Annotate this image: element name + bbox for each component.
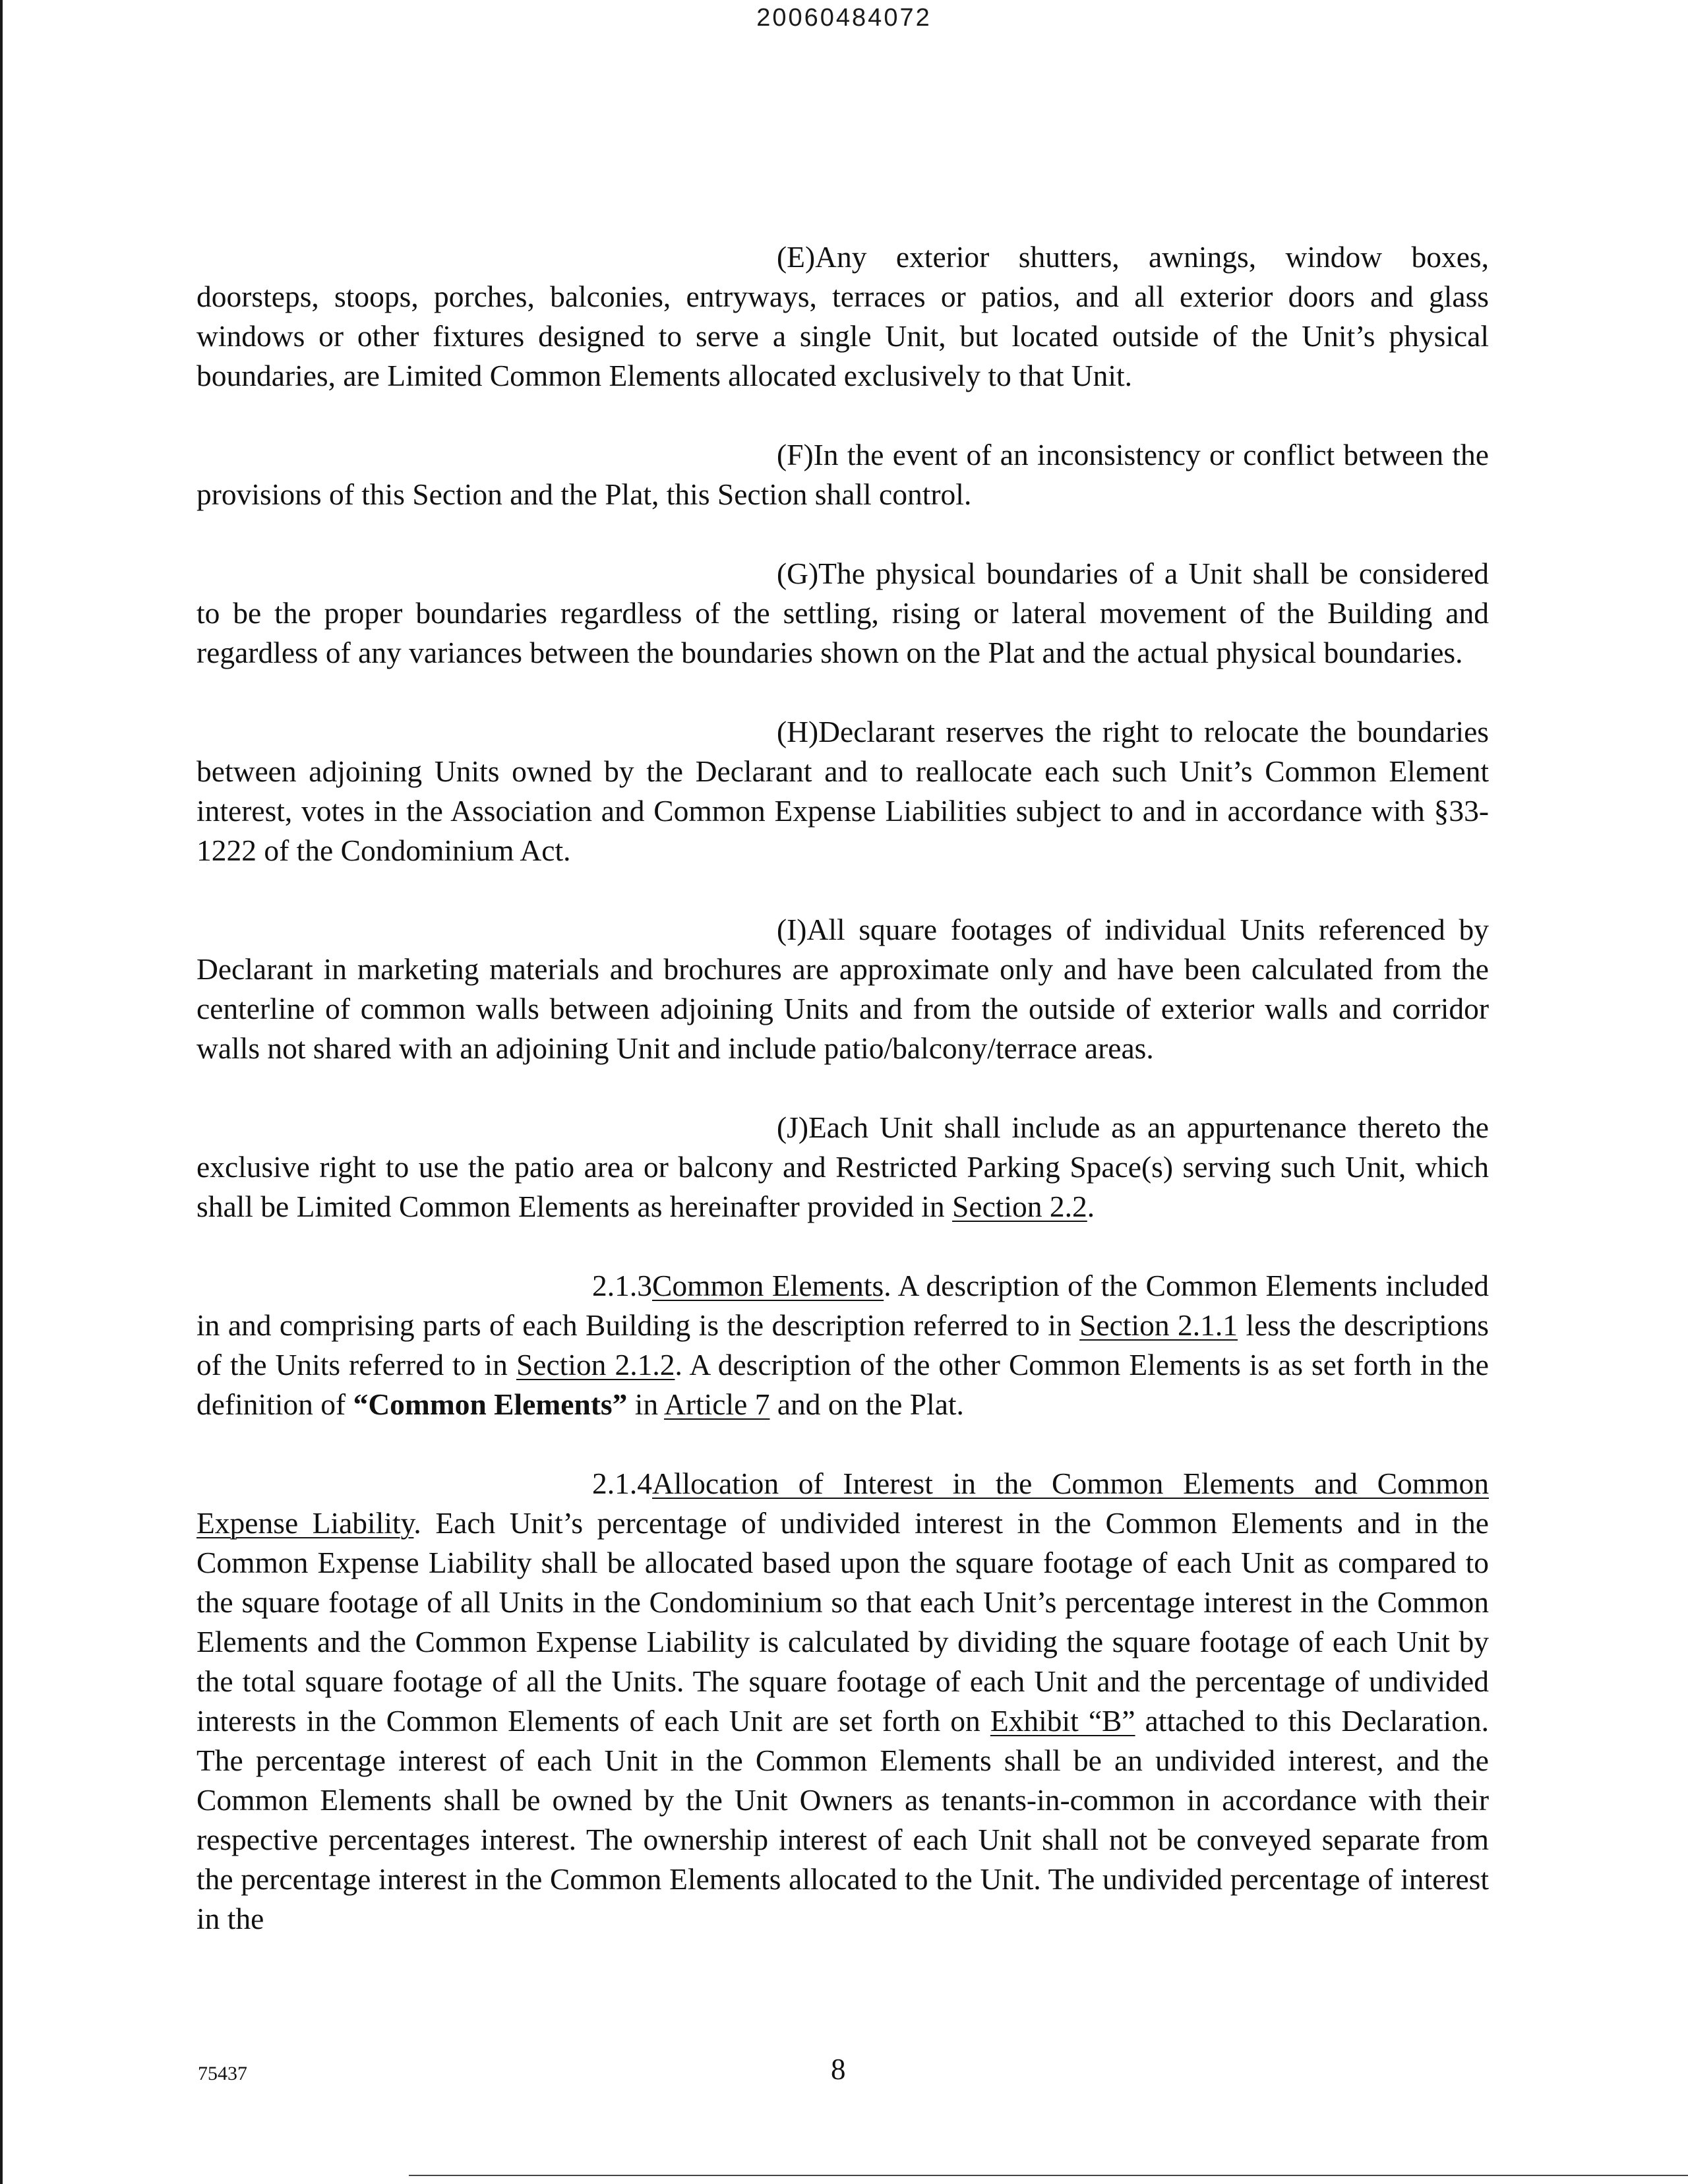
section-heading: Allocation of Interest in the Common Elements and Common Expense Liability: [196, 1467, 1489, 1540]
footer-document-id: 75437: [198, 2063, 247, 2084]
article-reference: Article 7: [664, 1387, 770, 1421]
exhibit-reference: Exhibit “B”: [990, 1704, 1135, 1738]
paragraph-text: In the event of an inconsistency or conflict between the provisions of this Section and the Plat, this Section shall control.: [196, 438, 1489, 511]
section-heading: Common Elements: [652, 1269, 884, 1302]
section-number: 2.1.3: [592, 1269, 652, 1302]
section-2-1-3: [196, 1266, 1489, 1424]
section-number: 2.1.4: [592, 1467, 652, 1500]
recording-number: 20060484072: [756, 4, 932, 32]
section-reference: Section 2.1.1: [1079, 1308, 1238, 1342]
paragraph-label: (F): [777, 438, 814, 471]
paragraph-text: Declarant reserves the right to relocate the boundaries between adjoining Units owned by the Declarant and to reallocate each such Unit’s Common Element interest, votes in the Association and Common Expense Liabilities subject to and in accordance with §33-1222 of the Condominium Act.: [196, 715, 1489, 867]
paragraph-h: [196, 712, 1489, 870]
paragraph-j: [196, 1108, 1489, 1227]
paragraph-text: The physical boundaries of a Unit shall be considered to be the proper boundaries regardless of the settling, rising or lateral movement of the Building and regardless of any variances between the boundaries shown on the Plat and the actual physical boundaries.: [196, 557, 1489, 669]
section-text: attached to this Declaration. The percentage interest of each Unit in the Common Elements shall be an undivided interest, and the Common Elements shall be owned by the Unit Owners as tenants-in-common in accordance with their respective percentages interest. The ownership interest of each Unit shall not be conveyed separate from the percentage interest in the Common Elements allocated to the Unit. The undivided percentage of interest in the: [196, 1704, 1489, 1935]
section-2-1-4: [196, 1464, 1489, 1939]
section-reference: Section 2.1.2: [516, 1348, 675, 1381]
section-text: . Each Unit’s percentage of undivided interest in the Common Elements and in the Common Expense Liability shall be allocated based upon the square footage of each Unit as compared to the square footage of all Units in the Condominium so that each Unit’s percentage interest in the Common Elements and the Common Expense Liability is calculated by dividing the square footage of each Unit by the total square footage of all the Units. The square footage of each Unit and the percentage of undivided interests in the Common Elements of each Unit are set forth on: [196, 1506, 1489, 1738]
section-text: and on the Plat.: [769, 1387, 964, 1421]
paragraph-e: [196, 237, 1489, 396]
section-text: . A description of the other Common Elements is as set forth in the definition of: [196, 1348, 1490, 1421]
paragraph-label: (I): [777, 913, 807, 946]
section-text: less the descriptions of the Units referred to in: [196, 1308, 1490, 1381]
scan-left-edge: [0, 0, 3, 2184]
paragraph-label: (G): [777, 557, 819, 590]
section-text: in: [627, 1387, 665, 1421]
document-body: [196, 237, 1489, 1978]
section-text: . A description of the Common Elements included in and comprising parts of each Building is the description referred to in: [196, 1269, 1489, 1342]
page-number: 8: [831, 2053, 846, 2086]
paragraph-label: (E): [777, 240, 816, 274]
paragraph-g: [196, 554, 1489, 673]
defined-term: “Common Elements”: [353, 1387, 628, 1421]
paragraph-text: Each Unit shall include as an appurtenance thereto the exclusive right to use the patio area or balcony and Restricted Parking Space(s) serving such Unit, which shall be Limited Common Elements as hereinafter provided in: [196, 1110, 1489, 1223]
paragraph-label: (J): [777, 1110, 809, 1144]
paragraph-label: (H): [777, 715, 819, 748]
paragraph-text: Any exterior shutters, awnings, window boxes, doorsteps, stoops, porches, balconies, entryways, terraces or patios, and all exterior doors and glass windows or other fixtures designed to serve a single Unit, but located outside of the Unit’s physical boundaries, are Limited Common Elements allocated exclusively to that Unit.: [196, 240, 1489, 392]
paragraph-f: [196, 435, 1489, 514]
scan-bottom-line: [409, 2175, 1688, 2176]
paragraph-text: All square footages of individual Units referenced by Declarant in marketing materials and brochures are approximate only and have been calculated from the centerline of common walls between adjoining Units and from the outside of exterior walls and corridor walls not shared with an adjoining Unit and include patio/balcony/terrace areas.: [196, 913, 1489, 1065]
paragraph-i: [196, 910, 1489, 1068]
paragraph-text: .: [1087, 1190, 1095, 1223]
section-reference: Section 2.2: [952, 1190, 1087, 1223]
